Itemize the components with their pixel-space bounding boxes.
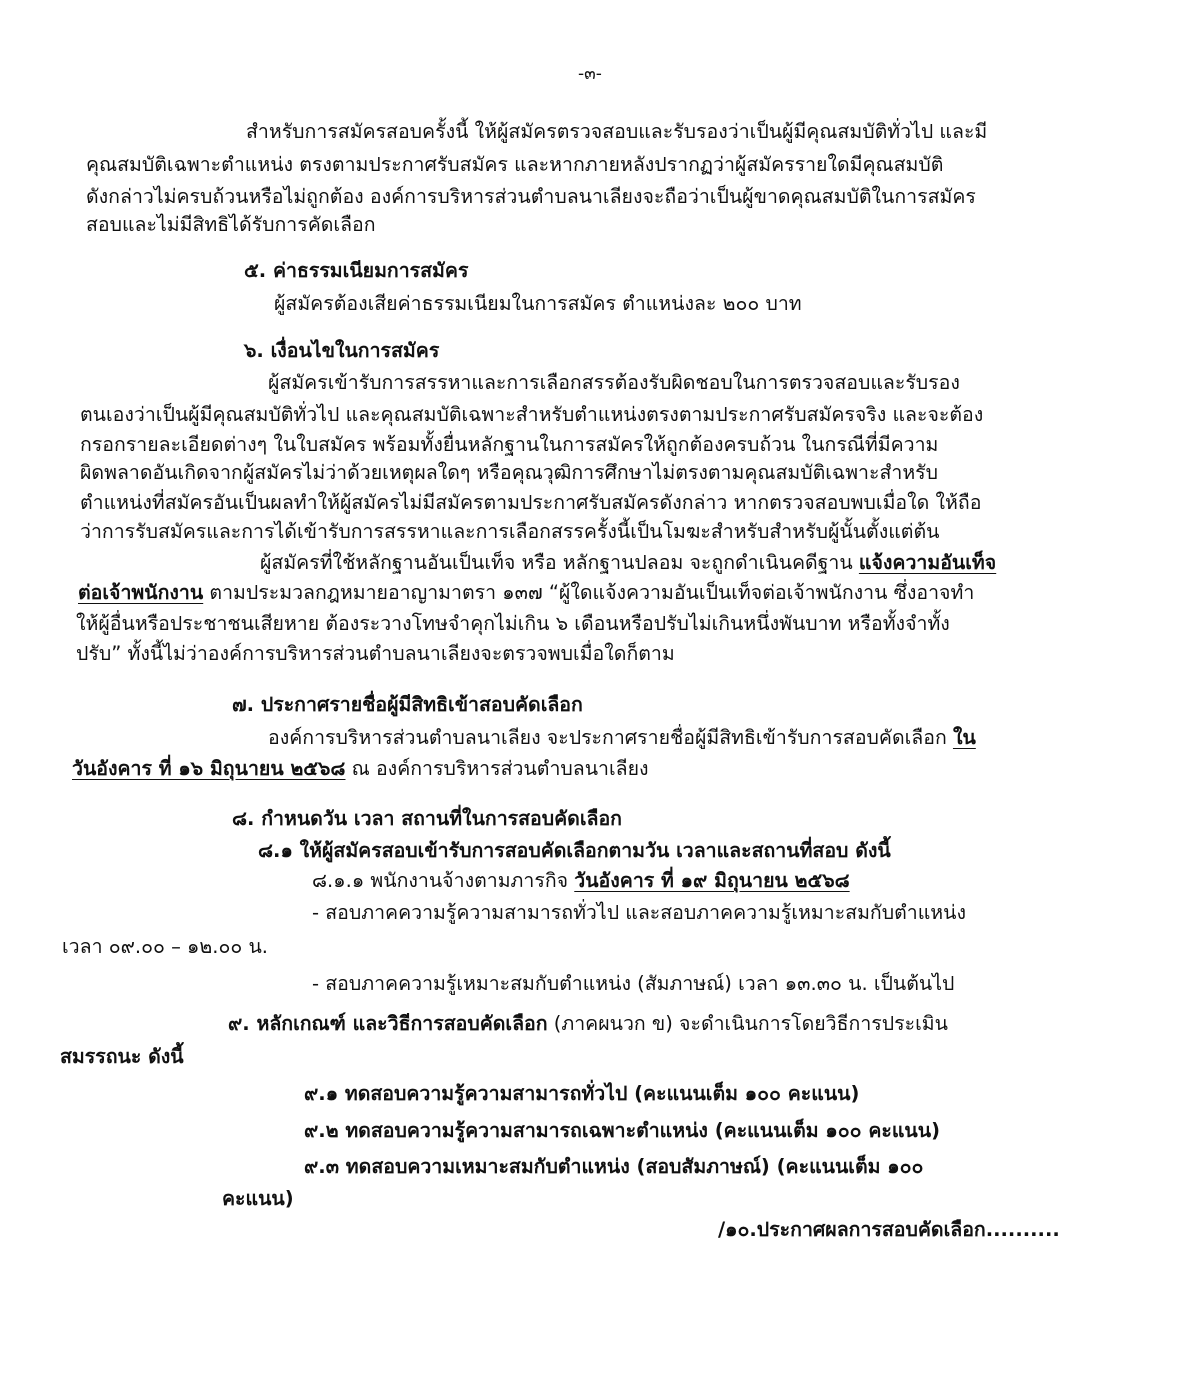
next-page-reference: /๑๐.ประกาศผลการสอบคัดเลือก.......... <box>718 1218 1060 1241</box>
section-9-3-cont: คะแนน) <box>222 1187 294 1210</box>
section-8-heading: ๘. กำหนดวัน เวลา สถานที่ในการสอบคัดเลือก <box>232 807 622 830</box>
section-8-line-5: - สอบภาคความรู้เหมาะสมกับตำแหน่ง (สัมภาษณ์) เวลา ๑๓.๓๐ น. เป็นต้นไป <box>312 972 955 995</box>
section-6-line-5: ตำแหน่งที่สมัครอันเป็นผลทำให้ผู้สมัครไม่มีสมัครตามประกาศรับสมัครดังกล่าว หากตรวจสอบพบเมื่อใด ให้ถือ <box>80 491 982 514</box>
intro-line-3: ดังกล่าวไม่ครบถ้วนหรือไม่ถูกต้อง องค์การบริหารส่วนตำบลนาเลียงจะถือว่าเป็นผู้ขาดคุณสมบัติในการสมัคร <box>86 185 976 208</box>
section-9-heading-rest: (ภาคผนวก ข) จะดำเนินการโดยวิธีการประเมิน <box>547 1012 948 1035</box>
false-report-term: แจ้งความอันเท็จ <box>858 551 997 574</box>
section-6-line-9: ให้ผู้อื่นหรือประชาชนเสียหาย ต้องระวางโทษจำคุกไม่เกิน ๖ เดือนหรือปรับไม่เกินหนึ่งพันบาท หรือทั้งจำทั้ง <box>76 612 950 635</box>
section-6-heading: ๖. เงื่อนไขในการสมัคร <box>244 339 440 362</box>
section-5-heading: ๕. ค่าธรรมเนียมการสมัคร <box>244 259 469 282</box>
section-6-line-1: ผู้สมัครเข้ารับการสรรหาและการเลือกสรรต้องรับผิดชอบในการตรวจสอบและรับรอง <box>268 371 960 394</box>
section-9-heading: ๙. หลักเกณฑ์ และวิธีการสอบคัดเลือก <box>228 1012 548 1035</box>
section-6-line-8-text: ตามประมวลกฎหมายอาญามาตรา ๑๓๗ “ผู้ใดแจ้งความอันเป็นเท็จต่อเจ้าพนักงาน ซึ่งอาจทำ <box>203 581 975 604</box>
section-6-line-7 <box>260 549 996 577</box>
section-6-line-8 <box>78 579 974 607</box>
section-8-1: ๘.๑ ให้ผู้สมัครสอบเข้ารับการสอบคัดเลือกตามวัน เวลาและสถานที่สอบ ดังนี้ <box>258 839 891 862</box>
section-8-line-3: - สอบภาคความรู้ความสามารถทั่วไป และสอบภาคความรู้เหมาะสมกับตำแหน่ง <box>312 901 966 924</box>
section-5-line-1: ผู้สมัครต้องเสียค่าธรรมเนียมในการสมัคร ตำแหน่งละ ๒๐๐ บาท <box>274 292 802 315</box>
section-8-1-1 <box>312 867 850 895</box>
section-9-1: ๙.๑ ทดสอบความรู้ความสามารถทั่วไป (คะแนนเต็ม ๑๐๐ คะแนน) <box>304 1082 860 1105</box>
section-7-line-1-text: องค์การบริหารส่วนตำบลนาเลียง จะประกาศรายชื่อผู้มีสิทธิเข้ารับการสอบคัดเลือก <box>268 726 953 749</box>
intro-line-2: คุณสมบัติเฉพาะตำแหน่ง ตรงตามประกาศรับสมัคร และหากภายหลังปรากฏว่าผู้สมัครรายใดมีคุณสมบัติ <box>86 153 944 176</box>
intro-line-1: สำหรับการสมัครสอบครั้งนี้ ให้ผู้สมัครตรวจสอบและรับรองว่าเป็นผู้มีคุณสมบัติทั่วไป และมี <box>246 120 988 143</box>
announce-date: วันอังคาร ที่ ๑๖ มิถุนายน ๒๕๖๘ <box>72 757 346 780</box>
section-6-line-7-text: ผู้สมัครที่ใช้หลักฐานอันเป็นเท็จ หรือ หลักฐานปลอม จะถูกดำเนินคดีฐาน <box>260 551 859 574</box>
section-7-heading: ๗. ประกาศรายชื่อผู้มีสิทธิเข้าสอบคัดเลือก <box>232 693 583 716</box>
page-number: -๓- <box>578 64 602 84</box>
section-9-2: ๙.๒ ทดสอบความรู้ความสามารถเฉพาะตำแหน่ง (คะแนนเต็ม ๑๐๐ คะแนน) <box>304 1119 941 1142</box>
section-6-line-3: กรอกรายละเอียดต่างๆ ในใบสมัคร พร้อมทั้งยื่นหลักฐานในการสมัครให้ถูกต้องครบถ้วน ในกรณีที่มีความ <box>80 433 939 456</box>
section-6-line-6: ว่าการรับสมัครและการได้เข้ารับการสรรหาและการเลือกสรรครั้งนี้เป็นโมฆะสำหรับสำหรับผู้นั้นตั้งแต่ต้น <box>80 520 940 543</box>
official-term: ต่อเจ้าพนักงาน <box>78 581 204 604</box>
section-6-line-10: ปรับ” ทั้งนี้ไม่ว่าองค์การบริหารส่วนตำบลนาเลียงจะตรวจพบเมื่อใดก็ตาม <box>76 642 675 665</box>
section-9-line-1 <box>228 1010 948 1038</box>
section-7-line-2 <box>72 755 649 783</box>
section-9-3: ๙.๓ ทดสอบความเหมาะสมกับตำแหน่ง (สอบสัมภาษณ์) (คะแนนเต็ม ๑๐๐ <box>304 1155 924 1178</box>
section-7-line-1 <box>268 724 976 752</box>
intro-line-4: สอบและไม่มีสิทธิได้รับการคัดเลือก <box>86 213 376 236</box>
section-9-line-2: สมรรถนะ ดังนี้ <box>60 1045 184 1068</box>
exam-date: วันอังคาร ที่ ๑๙ มิถุนายน ๒๕๖๘ <box>574 869 850 892</box>
section-6-line-4: ผิดพลาดอันเกิดจากผู้สมัครไม่ว่าด้วยเหตุผลใดๆ หรือคุณวุฒิการศึกษาไม่ตรงตามคุณสมบัติเฉพาะสำหรับ <box>80 461 939 484</box>
announce-date-part: ใน <box>952 726 976 749</box>
section-6-line-2: ตนเองว่าเป็นผู้มีคุณสมบัติทั่วไป และคุณสมบัติเฉพาะสำหรับตำแหน่งตรงตามประกาศรับสมัครจริง และจะต้อง <box>80 403 984 426</box>
section-7-line-2-text: ณ องค์การบริหารส่วนตำบลนาเลียง <box>345 757 649 780</box>
section-8-line-4: เวลา ๐๙.๐๐ – ๑๒.๐๐ น. <box>62 935 269 958</box>
section-8-1-1-text: ๘.๑.๑ พนักงานจ้างตามภารกิจ <box>312 869 575 892</box>
